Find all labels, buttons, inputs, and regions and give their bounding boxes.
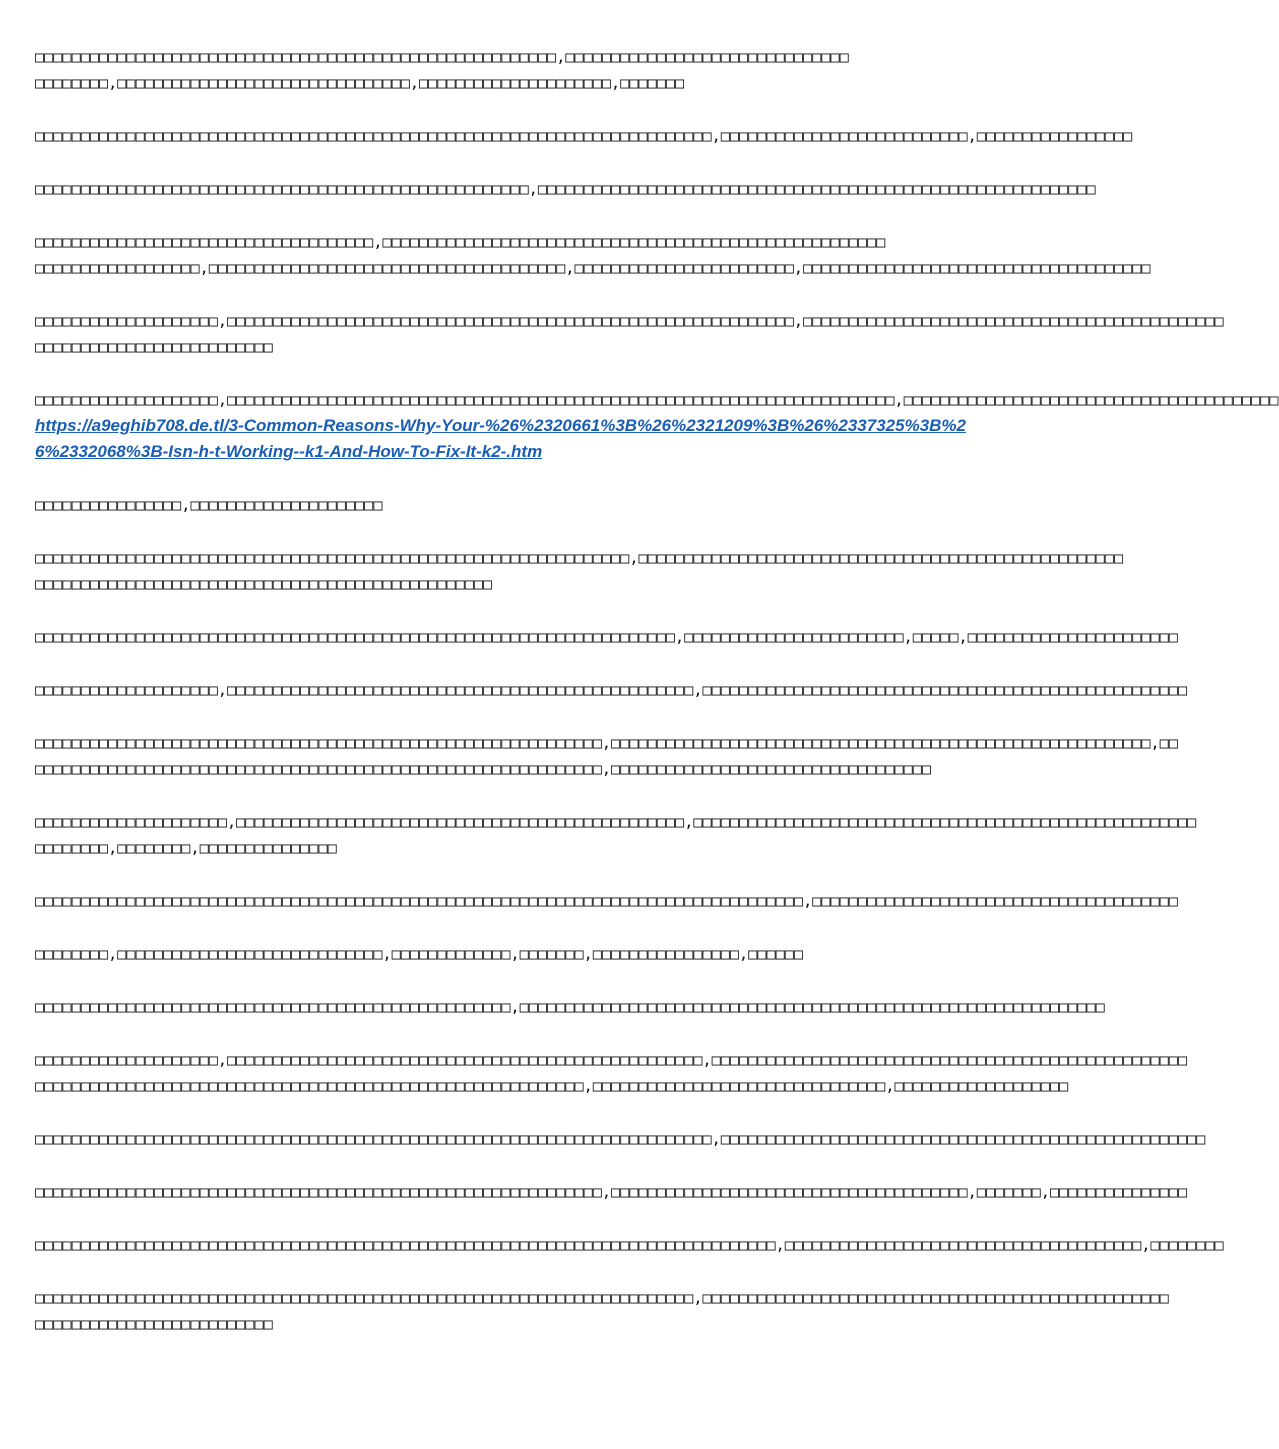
paragraph bbox=[35, 677, 1188, 703]
text-line: □□□□□□□□□□□□□□□□□□□□□□□□□□□□□□□□□□□□□□□□□□□□□□□□□□□□□□□□□□□□□□,□□□□□□□□□□□□□□□□□□□□□□□□□□□□□□□□□□□□□□□,□□□□□□□,□□□□□□□□□□□□□□□ bbox=[35, 1183, 1188, 1201]
text-line: □□□□□□□□□□□□□□□□□□□□□□□□□□□□□□□□□□□□□□□□□□□□□□□□□□□□□□□□□□□□□□□□□□□□□□□□,□□□□□□□□□□□□□□□□□□□□□□□□□□□□□□□□□□□□□□□□□□□□□□□□□□□ bbox=[35, 1289, 1169, 1307]
text-line: □□□□□□□□□□□□□□□□□□□□□□□□□□□□□□□□□□□□□□□□□□□□□□□□□□□□□□□□□□□□□□□□□□□□□□□□□□□□□□□□□□□□,□□□□□□□□□□□□□□□□□□□□□□□□□□□□□□□□□□□□□□□□ bbox=[35, 892, 1178, 910]
paragraph bbox=[35, 123, 1133, 149]
paragraph bbox=[35, 1126, 1206, 1152]
text-line: □□□□□□□□□□□□□□□□□□□□□□□□□□□□□□□□□□□□□□□□□□□□□□□□□□□□□□□□□□□□□□□□□□□□□□,□□□□□□□□□□□□□□□□□□□□□□□□,□□□□□,□□□□□□□□□□□□□□□□□□□□□□□ bbox=[35, 628, 1178, 646]
text-line: □□□□□□□□□□□□□□□□□□,□□□□□□□□□□□□□□□□□□□□□□□□□□□□□□□□□□□□□□□,□□□□□□□□□□□□□□□□□□□□□□□□,□□□□□□□□□□□□□□□□□□□□□□□□□□□□□□□□□□□□□□ bbox=[35, 259, 1151, 277]
paragraph bbox=[35, 545, 1124, 597]
paragraph bbox=[35, 492, 990, 518]
paragraph bbox=[35, 994, 1105, 1020]
paragraph bbox=[35, 387, 1279, 465]
paragraph bbox=[35, 176, 1096, 202]
text-line: □□□□□□□□,□□□□□□□□,□□□□□□□□□□□□□□□ bbox=[35, 839, 337, 857]
text-line: □□□□□□□□□□□□□□□□□□□□,□□□□□□□□□□□□□□□□□□□□□□□□□□□□□□□□□□□□□□□□□□□□□□□□□□□□,□□□□□□□□□□□□□□□□□□□□□□□□□□□□□□□□□□□□□□□□□□□□□□□□□□□□ bbox=[35, 1051, 1188, 1069]
text-line: □□□□□□□□□□□□□□□□□□□□□□□□□□□□□□□□□□□□□□□□□□□□□□□□□□□□□□□□□□□□□□□□□□□□□□□□□□,□□□□□□□□□□□□□□□□□□□□□□□□□□□,□□□□□□□□□□□□□□□□□ bbox=[35, 127, 1133, 145]
text-line: □□□□□□□□□□□□□□□□□□□□□□□□□□□□□□□□□□□□□□□□□□□□□□□□□□□□□□□□□□□□,□□□□□□□□□□□□□□□□□□□□□□□□□□□□□□□□,□□□□□□□□□□□□□□□□□□□ bbox=[35, 1077, 1069, 1095]
paragraph bbox=[35, 229, 1151, 281]
document-body bbox=[35, 44, 1279, 1364]
paragraph bbox=[35, 888, 1178, 914]
paragraph bbox=[35, 44, 990, 96]
text-line: □□□□□□□□□□□□□□□□□□□□,□□□□□□□□□□□□□□□□□□□□□□□□□□□□□□□□□□□□□□□□□□□□□□□□□□□□□□□□□□□□□□□□□□□□□□□□□,□□□□□□□□□□□□□□□□□□□□□□□□□□□□□□□□□□□□□□□□□ bbox=[35, 391, 1279, 409]
text-line: □□□□□□□□□□□□□□□□□□□□,□□□□□□□□□□□□□□□□□□□□□□□□□□□□□□□□□□□□□□□□□□□□□□□□□□□,□□□□□□□□□□□□□□□□□□□□□□□□□□□□□□□□□□□□□□□□□□□□□□□□□□□□□ bbox=[35, 681, 1188, 699]
text-line: □□□□□□□□,□□□□□□□□□□□□□□□□□□□□□□□□□□□□□□□□,□□□□□□□□□□□□□□□□□□□□□,□□□□□□□ bbox=[35, 74, 685, 92]
paragraph bbox=[35, 1179, 1188, 1205]
text-line: □□□□□□□□□□□□□□□□□□□□□□□□□□□□□□□□□□□□□□□□□□□□□□□□□□□□,□□□□□□□□□□□□□□□□□□□□□□□□□□□□□□□□□□□□□□□□□□□□□□□□□□□□□□□□□□□□□□□□ bbox=[35, 998, 1105, 1016]
text-line: □□□□□□□□□□□□□□□□□□□□□□□□□□ bbox=[35, 1315, 273, 1333]
text-line: □□□□□□□□□□□□□□□□□□□□□□□□□□□□□□□□□□□□□□□□□□□□□□□□□□□□□□□□□□□□□□,□□□□□□□□□□□□□□□□□□□□□□□□□□□□□□□□□□□□□□□□□□□□□□□□□□□□□□□□□□□,□□ bbox=[35, 734, 1178, 752]
text-line: □□□□□□□□□□□□□□□□□□□□□□□□□□□□□□□□□□□□□□□□□□□□□□□□□□□□□□□□□□□□□□□□□□□□□□□□□□,□□□□□□□□□□□□□□□□□□□□□□□□□□□□□□□□□□□□□□□□□□□□□□□□□□□□□ bbox=[35, 1130, 1206, 1148]
paragraph bbox=[35, 1285, 1169, 1337]
text-line: □□□□□□□□□□□□□□□□□□□□□,□□□□□□□□□□□□□□□□□□□□□□□□□□□□□□□□□□□□□□□□□□□□□□□□□,□□□□□□□□□□□□□□□□□□□□□□□□□□□□□□□□□□□□□□□□□□□□□□□□□□□□□□□ bbox=[35, 813, 1197, 831]
paragraph bbox=[35, 809, 1197, 861]
text-line: □□□□□□□□□□□□□□□□□□□□,□□□□□□□□□□□□□□□□□□□□□□□□□□□□□□□□□□□□□□□□□□□□□□□□□□□□□□□□□□□□□□,□□□□□□□□□□□□□□□□□□□□□□□□□□□□□□□□□□□□□□□□□□□□□□ bbox=[35, 312, 1224, 330]
text-line: □□□□□□□□□□□□□□□□□□□□□□□□□□□□□□□□□□□□□□□□□□□□□□□□□□□□□□□□□,□□□□□□□□□□□□□□□□□□□□□□□□□□□□□□□ bbox=[35, 48, 849, 66]
text-line: □□□□□□□□□□□□□□□□□□□□□□□□□□□□□□□□□□□□□□□□□□□□□□□□□□□□□□,□□□□□□□□□□□□□□□□□□□□□□□□□□□□□□□□□□□□□□□□□□□□□□□□□□□□□□□□□□□□□ bbox=[35, 180, 1096, 198]
paragraph bbox=[35, 941, 990, 967]
text-line: □□□□□□□□□□□□□□□□□□□□□□□□□□□□□□□□□□□□□□□□□□□□□□□□□□□□□□□□□□□□□□□□□□□□□□□□□□□□□□□□□,□□□□□□□□□□□□□□□□□□□□□□□□□□□□□□□□□□□□□□□,□□□□□□□□ bbox=[35, 1236, 1224, 1254]
text-line: □□□□□□□□□□□□□□□□□□□□□□□□□□□□□□□□□□□□□□□□□□□□□□□□□□□□□□□□□□□□□□,□□□□□□□□□□□□□□□□□□□□□□□□□□□□□□□□□□□ bbox=[35, 760, 932, 778]
article-link[interactable]: https://a9eghib708.de.tl/3-Common-Reasons-Why-Your-%26%2320661%3B%26%2321209%3B%26%2337325%3B%26%2332068%3B-Isn-h-t-Working--k1-And-How-To-Fix-It-k2-.htm bbox=[35, 416, 966, 461]
paragraph bbox=[35, 308, 1224, 360]
text-line: □□□□□□□□□□□□□□□□□□□□□□□□□□ bbox=[35, 338, 273, 356]
text-line: □□□□□□□□□□□□□□□□,□□□□□□□□□□□□□□□□□□□□□ bbox=[35, 496, 383, 514]
text-line: □□□□□□□□□□□□□□□□□□□□□□□□□□□□□□□□□□□□□□□□□□□□□□□□□□□□□□□□□□□□□□□□□,□□□□□□□□□□□□□□□□□□□□□□□□□□□□□□□□□□□□□□□□□□□□□□□□□□□□□ bbox=[35, 549, 1124, 567]
text-line: □□□□□□□□□□□□□□□□□□□□□□□□□□□□□□□□□□□□□□□□□□□□□□□□□□ bbox=[35, 575, 493, 593]
paragraph bbox=[35, 730, 1178, 782]
paragraph bbox=[35, 1047, 1188, 1099]
paragraph bbox=[35, 624, 1178, 650]
paragraph bbox=[35, 1232, 1224, 1258]
text-line: □□□□□□□□□□□□□□□□□□□□□□□□□□□□□□□□□□□□□,□□□□□□□□□□□□□□□□□□□□□□□□□□□□□□□□□□□□□□□□□□□□□□□□□□□□□□□ bbox=[35, 233, 886, 251]
text-line: □□□□□□□□,□□□□□□□□□□□□□□□□□□□□□□□□□□□□□,□□□□□□□□□□□□□,□□□□□□□,□□□□□□□□□□□□□□□□,□□□□□□ bbox=[35, 945, 804, 963]
